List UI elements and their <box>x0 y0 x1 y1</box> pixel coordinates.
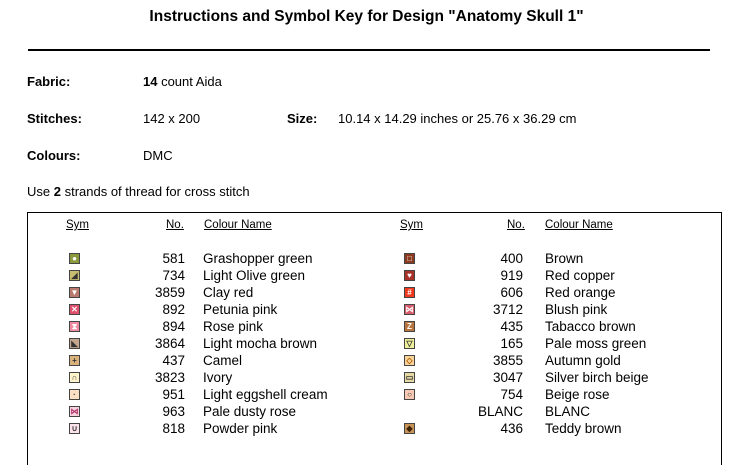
dmc-number: 963 <box>162 404 185 419</box>
dmc-number: 581 <box>162 251 185 266</box>
name-header-right: Colour Name <box>545 219 613 231</box>
dmc-number: 734 <box>162 268 185 283</box>
symbol-swatch-icon: ◣ <box>69 338 80 349</box>
symbol-swatch-icon: ◆ <box>404 423 415 434</box>
colour-name: Red orange <box>545 285 616 300</box>
fabric-count: 14 <box>143 74 158 89</box>
symbol-swatch-icon: ⋈ <box>70 406 79 416</box>
symbol-swatch-icon: ♥ <box>404 270 415 281</box>
dmc-number: 818 <box>162 421 185 436</box>
colour-name: Light Olive green <box>203 268 306 283</box>
size-value: 10.14 x 14.29 inches or 25.76 x 36.29 cm <box>338 111 577 126</box>
fabric-value <box>143 74 222 89</box>
dmc-number: 3855 <box>492 353 523 368</box>
colour-name: Autumn gold <box>545 353 621 368</box>
colour-name: Pale dusty rose <box>203 404 297 419</box>
dmc-number: 437 <box>162 353 185 368</box>
dmc-number: 919 <box>500 268 523 283</box>
strand-instruction <box>27 184 250 199</box>
dmc-number: 436 <box>500 421 523 436</box>
colour-name: Red copper <box>545 268 615 283</box>
stitches-value: 142 x 200 <box>143 111 201 126</box>
colour-name: Light mocha brown <box>203 336 318 351</box>
symbol-swatch-icon: ▼ <box>70 287 79 297</box>
dmc-number: 3864 <box>154 336 185 351</box>
dmc-number: 435 <box>500 319 523 334</box>
colour-name: Rose pink <box>203 319 264 334</box>
symbol-swatch-icon: ◇ <box>404 355 415 366</box>
colour-name: Light eggshell cream <box>203 387 328 402</box>
no-header-left: No. <box>166 219 184 231</box>
sym-header-left: Sym <box>66 219 89 231</box>
dmc-number: 754 <box>500 387 523 402</box>
symbol-swatch-icon: ✕ <box>69 304 80 315</box>
title-divider <box>28 49 710 51</box>
symbol-swatch-icon: ⧗ <box>69 321 80 332</box>
symbol-swatch-icon: □ <box>404 253 415 264</box>
colour-name: Powder pink <box>203 421 278 436</box>
stitches-label: Stitches: <box>27 111 82 126</box>
colour-name: Petunia pink <box>203 302 278 317</box>
name-header-left: Colour Name <box>204 219 272 231</box>
symbol-swatch-icon: ∪ <box>69 423 80 434</box>
colour-name: Tabacco brown <box>545 319 636 334</box>
page-title: Instructions and Symbol Key for Design "Anatomy Skull 1" <box>149 8 584 25</box>
dmc-number: 400 <box>500 251 523 266</box>
colour-name: Ivory <box>203 370 233 385</box>
colour-name: Silver birch beige <box>545 370 649 385</box>
colours-value: DMC <box>143 148 173 163</box>
symbol-swatch-icon: ▭ <box>405 372 414 382</box>
colour-name: Beige rose <box>545 387 610 402</box>
colours-label: Colours: <box>27 148 81 163</box>
dmc-number: 3859 <box>154 285 185 300</box>
dmc-number: 894 <box>162 319 185 334</box>
fabric-type: count Aida <box>157 74 222 89</box>
symbol-swatch-icon: ● <box>69 253 80 264</box>
symbol-key-table <box>27 212 722 465</box>
instruction-pre: Use <box>27 184 54 199</box>
colour-name: Camel <box>203 353 243 368</box>
colour-name: Blush pink <box>545 302 608 317</box>
symbol-swatch-icon: ○ <box>404 389 415 400</box>
colour-name: Brown <box>545 251 584 266</box>
colour-name: Pale moss green <box>545 336 647 351</box>
symbol-swatch-icon: ◢ <box>69 270 80 281</box>
dmc-number: 951 <box>162 387 185 402</box>
fabric-label: Fabric: <box>27 74 71 89</box>
instruction-post: strands of thread for cross stitch <box>60 184 250 199</box>
symbol-swatch-icon: · <box>69 389 80 400</box>
symbol-swatch-icon: ⋈ <box>405 304 414 314</box>
dmc-number: 3823 <box>154 370 185 385</box>
dmc-number: 606 <box>500 285 523 300</box>
dmc-number: 3047 <box>492 370 523 385</box>
colour-name: BLANC <box>545 404 591 419</box>
dmc-number: 165 <box>500 336 523 351</box>
dmc-number: 3712 <box>492 302 523 317</box>
symbol-swatch-icon: # <box>404 287 415 298</box>
symbol-swatch-icon: Z <box>404 321 415 332</box>
colour-name: Grashopper green <box>203 251 313 266</box>
dmc-number: 892 <box>162 302 185 317</box>
no-header-right: No. <box>507 219 525 231</box>
symbol-swatch-icon: + <box>69 355 80 366</box>
sym-header-right: Sym <box>400 219 423 231</box>
dmc-number: BLANC <box>477 404 523 419</box>
strand-count: 2 <box>53 184 61 199</box>
size-label: Size: <box>287 111 318 126</box>
colour-name: Clay red <box>203 285 254 300</box>
symbol-swatch-icon: ▽ <box>404 338 415 349</box>
symbol-swatch-icon: ∩ <box>69 372 80 383</box>
colour-name: Teddy brown <box>545 421 622 436</box>
